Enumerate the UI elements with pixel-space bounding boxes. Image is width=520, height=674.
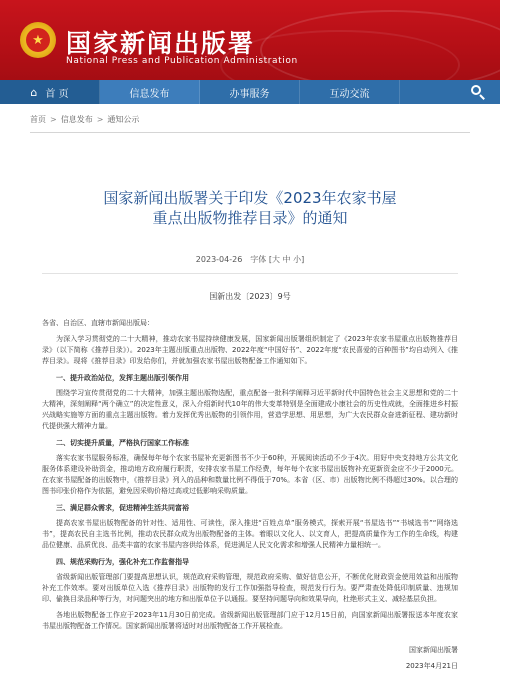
home-icon: ⌂ xyxy=(30,85,38,99)
divider xyxy=(42,273,458,274)
site-title[interactable]: 国家新闻出版署 xyxy=(66,29,256,58)
article-body xyxy=(42,318,458,674)
article xyxy=(0,188,500,674)
nav-item-interaction[interactable] xyxy=(300,80,400,104)
font-size-large-button[interactable]: 大 xyxy=(271,255,280,264)
font-size-control: 字体 [大 中 小] xyxy=(250,255,305,264)
publish-date: 2023-04-26 xyxy=(195,255,243,264)
breadcrumb-bar xyxy=(0,104,500,134)
paragraph: 各地出版物配备工作应于2023年11月30日前完成。省级新闻出版管理部门应于12月15日前，向国家新闻出版署报送本年度农家书屋出版物配备工作情况。国家新闻出版署将适时对出版物配备工作开展检查。 xyxy=(42,611,458,630)
font-size-medium-button[interactable]: 中 xyxy=(282,255,291,264)
article-title xyxy=(42,188,458,228)
breadcrumb-separator: > xyxy=(96,115,104,124)
nav-item-services[interactable] xyxy=(200,80,300,104)
breadcrumb-separator: > xyxy=(50,115,57,124)
nav-item-label: 信息发布 xyxy=(129,88,170,100)
article-title-line: 国家新闻出版署关于印发《2023年农家书屋 xyxy=(103,189,397,207)
paragraph: 围绕学习宣传贯彻党的二十大精神，加强主题出版物选配，重点配备一批科学阐释习近平新时代中国特色社会主义思想和党的二十大精神，深刻阐释“两个确立”的决定性意义，深入介绍新时代10年的伟大变革特别是全面建成小康社会的历史性成就，全面推进乡村振兴战略实施等方面的重点主题出版物。着力发挥优秀出版物的引领作用，营造学思想、用思想，为广大农民群众奋进新征程、建功新时代提供强大精神力量。 xyxy=(42,389,458,430)
nav-item-info[interactable] xyxy=(100,80,200,104)
article-meta xyxy=(42,254,458,265)
breadcrumb-home[interactable]: 首页 xyxy=(30,115,46,124)
salutation: 各省、自治区、直辖市新闻出版局： xyxy=(42,319,154,327)
signature xyxy=(42,642,458,674)
main-nav xyxy=(0,80,500,104)
paragraph: 提高农家书屋出版物配备的针对性、适用性、可读性，深入推进“百姓点单”服务模式，探索开展“书屋选书”“书城选书”“网络选书”，提高农民自主选书比例，推动农民群众成为出版物配备的主体。着眼以文化人、以文育人，把提高质量作为工作的生命线，构建品位健康、品质优良、品类丰富的农家书屋内容供给体系，促进满足人民文化需求和增强人民精神力量相统一。 xyxy=(42,519,458,549)
section-heading: 四、规范采购行为，强化补充工作监督指导 xyxy=(56,558,189,566)
section-heading: 二、切实提升质量，严格执行国家工作标准 xyxy=(56,439,189,447)
nav-item-label: 办事服务 xyxy=(229,88,270,100)
section-heading: 三、满足群众需求，促进精神生活共同富裕 xyxy=(56,504,189,512)
site-header xyxy=(0,0,500,80)
font-size-label: 字体 xyxy=(250,255,267,264)
breadcrumb-notices[interactable]: 通知公示 xyxy=(107,115,140,124)
signature-org: 国家新闻出版署 xyxy=(409,646,458,654)
breadcrumb-info[interactable]: 信息发布 xyxy=(60,115,93,124)
paragraph: 省级新闻出版管理部门要提高思想认识，规范政府采购管理，规范政府采购、做好信息公开，不断优化财政资金使用效益和出版物补充工作效率。要对出版单位入选《推荐目录》出版物的发行工作加强指导检查，规范发行行为。要严肃查处降低印制质量、违规加印、偷换目录品种等行为，对问题突出的地方和出版单位予以通报。要坚持问题导向和效果导向，杜绝形式主义、减轻基层负担。 xyxy=(42,573,458,603)
breadcrumb xyxy=(30,114,139,125)
document-number: 国新出发〔2023〕9号 xyxy=(209,292,291,301)
signature-date: 2023年4月21日 xyxy=(405,662,458,670)
nav-item-label: 互动交流 xyxy=(329,88,370,100)
paragraph: 落实农家书屋服务标准，确保每年每个农家书屋补充更新图书不少于60种，开展阅读活动不少于4次。用好中央支持地方公共文化服务体系建设补助资金，推动地方政府履行职责，安排农家书屋工作经费，每年每个农家书屋出版物补充更新资金应不少于2000元。在农家书屋配备的出版物中，《推荐目录》列入的品种和数量比例不得低于70%。本省（区、市）出版物比例不得超过30%。以合理的图书印张价格作为依据，避免因采购价格过高或过低影响采购质量。 xyxy=(42,454,458,495)
nav-item-label: 首 页 xyxy=(45,88,69,100)
paragraph: 为深入学习贯彻党的二十大精神，推动农家书屋持续健康发展，国家新闻出版署组织制定了《2023年农家书屋重点出版物推荐目录》（以下简称《推荐目录》）。2023年主题出版重点出版物、2022年度“中国好书”、2022年度“农民喜爱的百种图书”均自动列入《推荐目录》。现将《推荐目录》印发给你们，并就加强农家书屋出版物配备工作通知如下。 xyxy=(42,335,458,365)
divider xyxy=(30,132,470,133)
font-size-small-button[interactable]: 小 xyxy=(293,255,302,264)
search-icon[interactable] xyxy=(470,84,486,100)
section-heading: 一、提升政治站位，发挥主题出版引领作用 xyxy=(56,374,189,382)
site-subtitle: National Press and Publication Administration xyxy=(66,56,298,66)
nav-item-home[interactable] xyxy=(0,80,100,104)
national-emblem-icon[interactable]: ★ xyxy=(20,22,56,58)
article-title-line: 重点出版物推荐目录》的通知 xyxy=(152,209,348,227)
